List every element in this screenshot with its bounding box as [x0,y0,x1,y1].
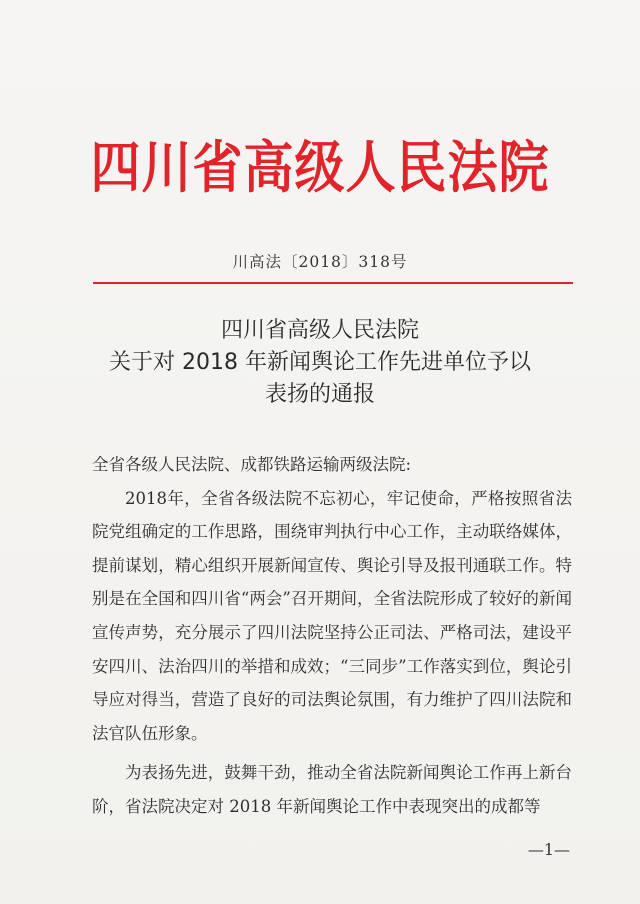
paragraph-1: 2018年，全省各级法院不忘初心，牢记使命，严格按照省法院党组确定的工作思路，围绕审判执行中心工作，主动联络媒体，提前谋划，精心组织开展新闻宣传、舆论引导及报刊通联工作。特别是在全国和四川省“两会”召开期间，全省法院形成了较好的新闻宣传声势，充分展示了四川法院坚持公正司法、严格司法，建设平安四川、法治四川的举措和成效；“三同步”工作落实到位，舆论引导应对得当，营造了良好的司法舆论氛围，有力维护了四川法院和法官队伍形象。 [92,488,572,743]
addressee-line: 全省各级人民法院、成都铁路运输两级法院: [92,455,412,474]
paragraph-2: 为表扬先进，鼓舞干劲，推动全省法院新闻舆论工作再上新台阶，省法院决定对 2018 年新闻舆论工作中表现突出的成都等 [92,763,572,816]
notice-title-line-1: 四川省高级人民法院 [220,318,419,343]
issuer-red-header: 四川省高级人民法院 [90,135,550,201]
red-divider-line [93,282,573,284]
notice-title-line-3: 表扬的通报 [264,382,375,407]
document-number: 川高法〔2018〕318号 [232,253,408,271]
page-number: —1— [527,840,570,859]
body-text [92,448,572,824]
notice-title-line-2: 关于对 2018 年新闻舆论工作先进单位予以 [109,350,531,375]
notice-title [0,315,640,411]
